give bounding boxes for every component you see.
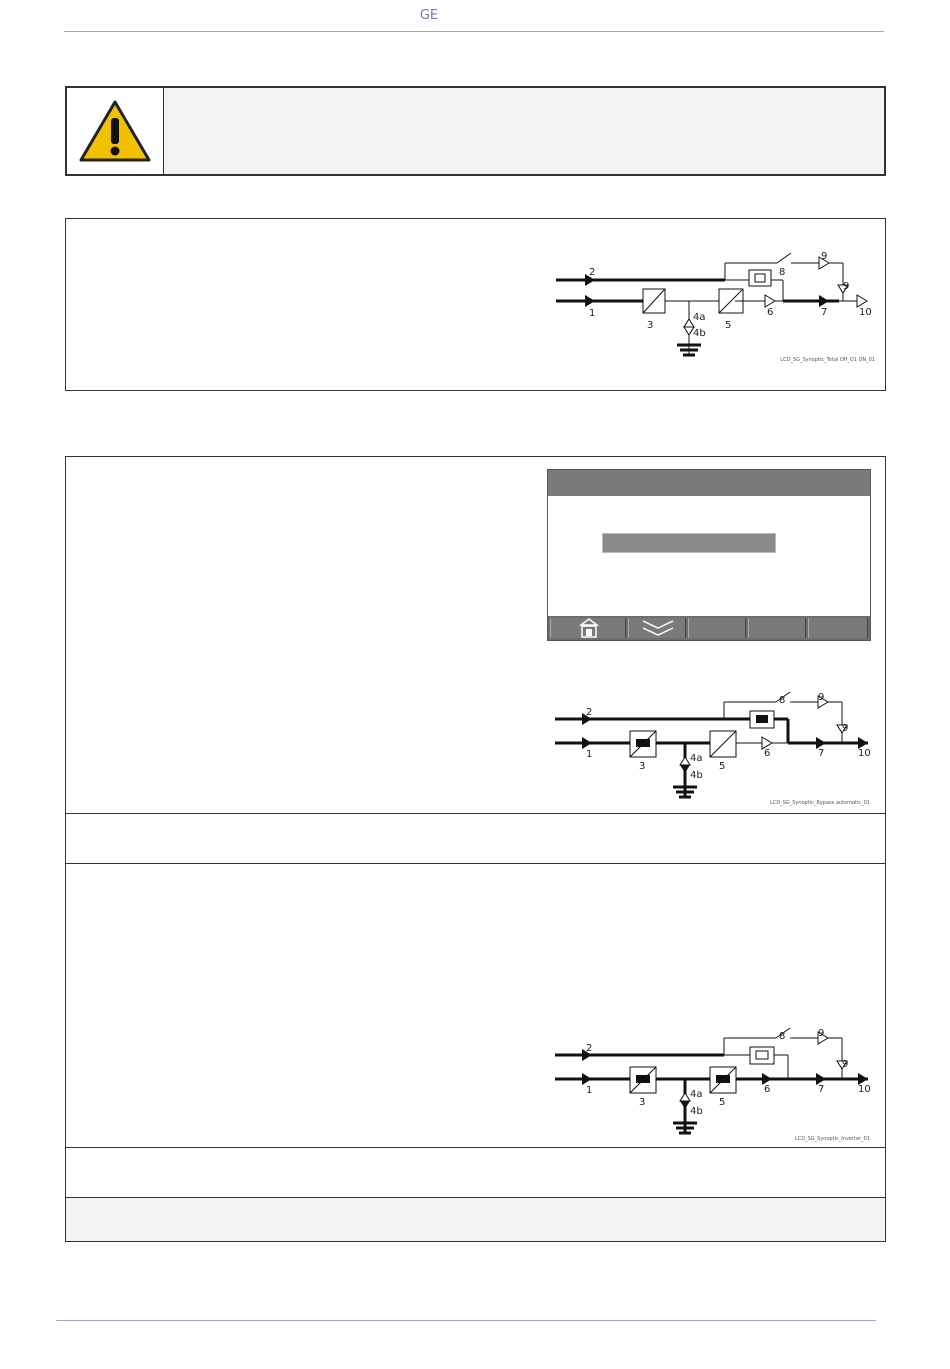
lcd-title-bar: [548, 470, 870, 496]
node-label-4a: 4a: [690, 753, 703, 764]
node-label-10: 10: [858, 748, 871, 759]
status-box-2: [65, 456, 886, 1242]
lcd-screen: [547, 469, 871, 641]
node-label-6: 6: [764, 748, 771, 759]
node-label-8: 8: [779, 267, 786, 278]
node-label-5: 5: [725, 320, 732, 331]
node-label-7: 7: [818, 748, 825, 759]
node-label-6: 6: [767, 307, 774, 318]
row-divider-2: [66, 863, 885, 864]
footer-divider: [56, 1320, 876, 1321]
node-label-3: 3: [647, 320, 654, 331]
lcd-function-bar: [548, 616, 870, 640]
node-label-3: 3: [639, 761, 646, 772]
lcd-key-home[interactable]: [550, 618, 626, 638]
node-label-9a: 9: [818, 692, 825, 703]
warning-triangle-icon: [67, 88, 163, 174]
lcd-selection-bar: [602, 533, 776, 553]
node-label-1: 1: [589, 308, 596, 319]
node-label-4b: 4b: [690, 770, 703, 781]
diagram-caption-3: LCD_SG_Synoptic_Inverter_01: [795, 1136, 870, 1142]
node-label-10: 10: [858, 1084, 871, 1095]
node-label-4b: 4b: [690, 1106, 703, 1117]
node-label-3: 3: [639, 1097, 646, 1108]
shaded-row: [66, 1198, 885, 1241]
node-label-2: 2: [586, 707, 593, 718]
double-chevron-down-icon: [629, 618, 687, 638]
page-header-title: GE: [419, 8, 439, 23]
node-label-7: 7: [821, 307, 828, 318]
home-icon: [551, 618, 627, 638]
node-label-2: 2: [586, 1043, 593, 1054]
node-label-4a: 4a: [693, 312, 706, 323]
node-label-9b: 9: [842, 1059, 849, 1070]
lcd-key-3[interactable]: [688, 618, 746, 638]
node-label-7: 7: [818, 1084, 825, 1095]
node-label-9b: 9: [842, 723, 849, 734]
node-label-4b: 4b: [693, 328, 706, 339]
lcd-key-down[interactable]: [628, 618, 686, 638]
synoptic-diagram-2: [552, 689, 882, 814]
node-label-9b: 9: [843, 281, 850, 292]
row-divider-3: [66, 1147, 885, 1148]
diagram-caption-1: LCD_SG_Synoptic_Total Off_Q1 ON_01: [780, 357, 875, 363]
node-label-10: 10: [859, 307, 872, 318]
status-box-1: [65, 218, 886, 391]
node-label-5: 5: [719, 1097, 726, 1108]
synoptic-diagram-3: [552, 1025, 882, 1150]
node-label-8: 8: [779, 1031, 786, 1042]
node-label-6: 6: [764, 1084, 771, 1095]
lcd-key-4[interactable]: [748, 618, 806, 638]
node-label-1: 1: [586, 1085, 593, 1096]
warning-box: [65, 86, 886, 176]
node-label-5: 5: [719, 761, 726, 772]
node-label-4a: 4a: [690, 1089, 703, 1100]
node-label-2: 2: [589, 267, 596, 278]
warning-icon-cell: [67, 88, 164, 174]
node-label-9a: 9: [821, 251, 828, 262]
header-divider: [64, 31, 884, 32]
lcd-key-5[interactable]: [808, 618, 868, 638]
node-label-8: 8: [779, 695, 786, 706]
diagram-caption-2: LCD_SG_Synoptic_Bypass automatic_01: [770, 800, 870, 806]
row-divider-1: [66, 813, 885, 814]
node-label-1: 1: [586, 749, 593, 760]
synoptic-diagram-1: [553, 245, 883, 370]
node-label-9a: 9: [818, 1028, 825, 1039]
